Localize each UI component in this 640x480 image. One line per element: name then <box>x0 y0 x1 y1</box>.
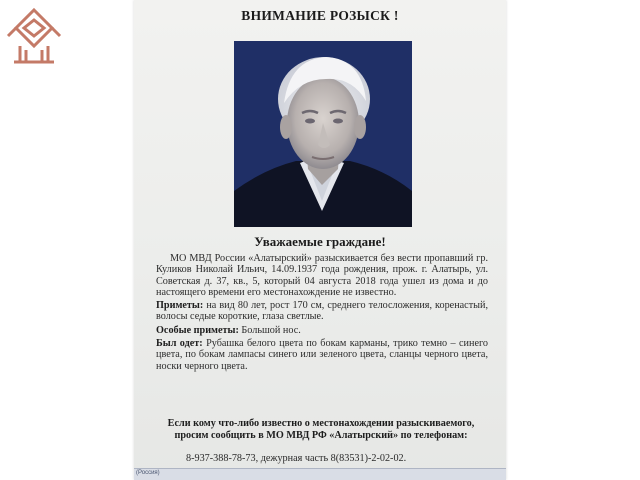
clothes-text: Рубашка белого цвета по бокам карманы, трико темно – синего цвета, по бокам лампасы синего или зеленого цвета, сланцы черного цвета, носки черного цвета. <box>156 338 489 372</box>
special-signs-paragraph <box>156 325 488 336</box>
wanted-poster <box>134 0 506 480</box>
missing-person-photo <box>234 41 412 227</box>
signs-label: Приметы: <box>156 300 204 312</box>
contact-request: Если кому что-либо известно о местонахождении разыскиваемого, просим сообщить в МО МВД РФ «Алатырский» по телефонам: <box>167 418 475 441</box>
contact-phones: 8-937-388-78-73, дежурная часть 8(83531)-2-02-02. <box>186 453 407 464</box>
special-signs-text: Большой нос. <box>238 324 301 336</box>
missing-notice-paragraph: МО МВД России «Алатырский» разыскивается без вести пропавший гр. Куликов Николай Ильич, 14.09.1937 года рождения, прож. г. Алатырь, ул. Советская д. 37, кв., 5, который 04 августа 2018 года ушел из дома и до настоящего времени его местонахождение не известно. <box>156 253 488 298</box>
taskbar-label: (Россия) <box>136 470 160 476</box>
clothes-paragraph <box>156 338 488 372</box>
clothes-label: Был одет: <box>156 338 203 350</box>
special-signs-label: Особые приметы: <box>156 324 239 336</box>
signs-text: на вид 80 лет, рост 170 см, среднего телосложения, коренастый, волосы седые короткие, глаза светлые. <box>156 300 488 323</box>
signs-paragraph <box>156 300 488 323</box>
poster-heading: ВНИМАНИЕ РОЗЫСК ! <box>241 8 399 23</box>
taskbar <box>134 468 506 480</box>
poster-body <box>156 253 488 374</box>
ornament-logo-icon <box>6 6 62 86</box>
greeting: Уважаемые граждане! <box>254 234 386 249</box>
